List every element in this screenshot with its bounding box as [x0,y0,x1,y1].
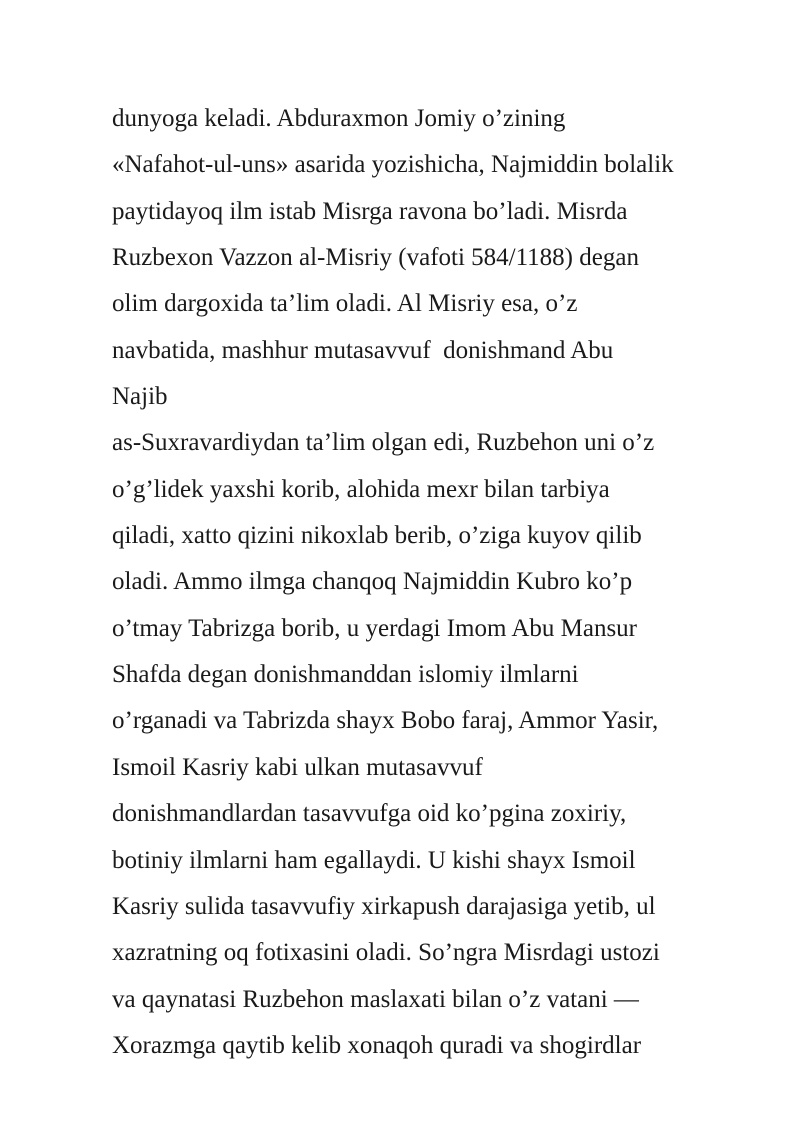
text-line: as-Suxravardiydan ta’lim olgan edi, Ruzbehon uni o’z [112,429,655,457]
text-line: xazratning oq fotixasini oladi. So’ngra Misrdagi ustozi [112,939,660,967]
body-text [112,96,752,1069]
text-line: «Nafahot-ul-uns» asarida yozishicha, Najmiddin bolalik [112,151,674,179]
text-line: oladi. Ammo ilmga chanqoq Najmiddin Kubro ko’p [112,568,633,596]
text-line: qiladi, xatto qizini nikoxlab berib, o’ziga kuyov qilib [112,522,642,550]
text-line: paytidayoq ilm istab Misrga ravona bo’ladi. Misrda [112,197,628,225]
text-line: Ismoil Kasriy kabi ulkan mutasavvuf [112,753,483,781]
text-line: donishmandlardan tasavvufga oid ko’pgina zoxiriy, [112,800,627,828]
text-line: botiniy ilmlarni ham egallaydi. U kishi shayx Ismoil [112,846,636,874]
text-line: Ruzbexon Vazzon al-Misriy (vafoti 584/1188) degan [112,244,639,272]
text-line: Xorazmga qaytib kelib xonaqoh quradi va shogirdlar [112,1031,642,1059]
text-line: Najib [112,383,168,411]
text-line: Shafda degan donishmanddan islomiy ilmlarni [112,661,579,689]
text-line: o’tmay Tabrizga borib, u yerdagi Imom Abu Mansur [112,614,637,642]
text-line: o’rganadi va Tabrizda shayx Bobo faraj, Ammor Yasir, [112,707,659,735]
text-line: o’g’lidek yaxshi korib, alohida mexr bilan tarbiya [112,475,610,503]
text-line: dunyoga keladi. Abduraxmon Jomiy o’zining [112,105,566,132]
text-line: Kasriy sulida tasavvufiy xirkapush darajasiga yetib, ul [112,892,656,920]
text-line: olim dargoxida ta’lim oladi. Al Misriy esa, o’z [112,290,578,318]
text-line: navbatida, mashhur mutasavvuf donishmand Abu [112,336,614,364]
text-line: va qaynatasi Ruzbehon maslaxati bilan o’z vatani — [112,985,639,1013]
